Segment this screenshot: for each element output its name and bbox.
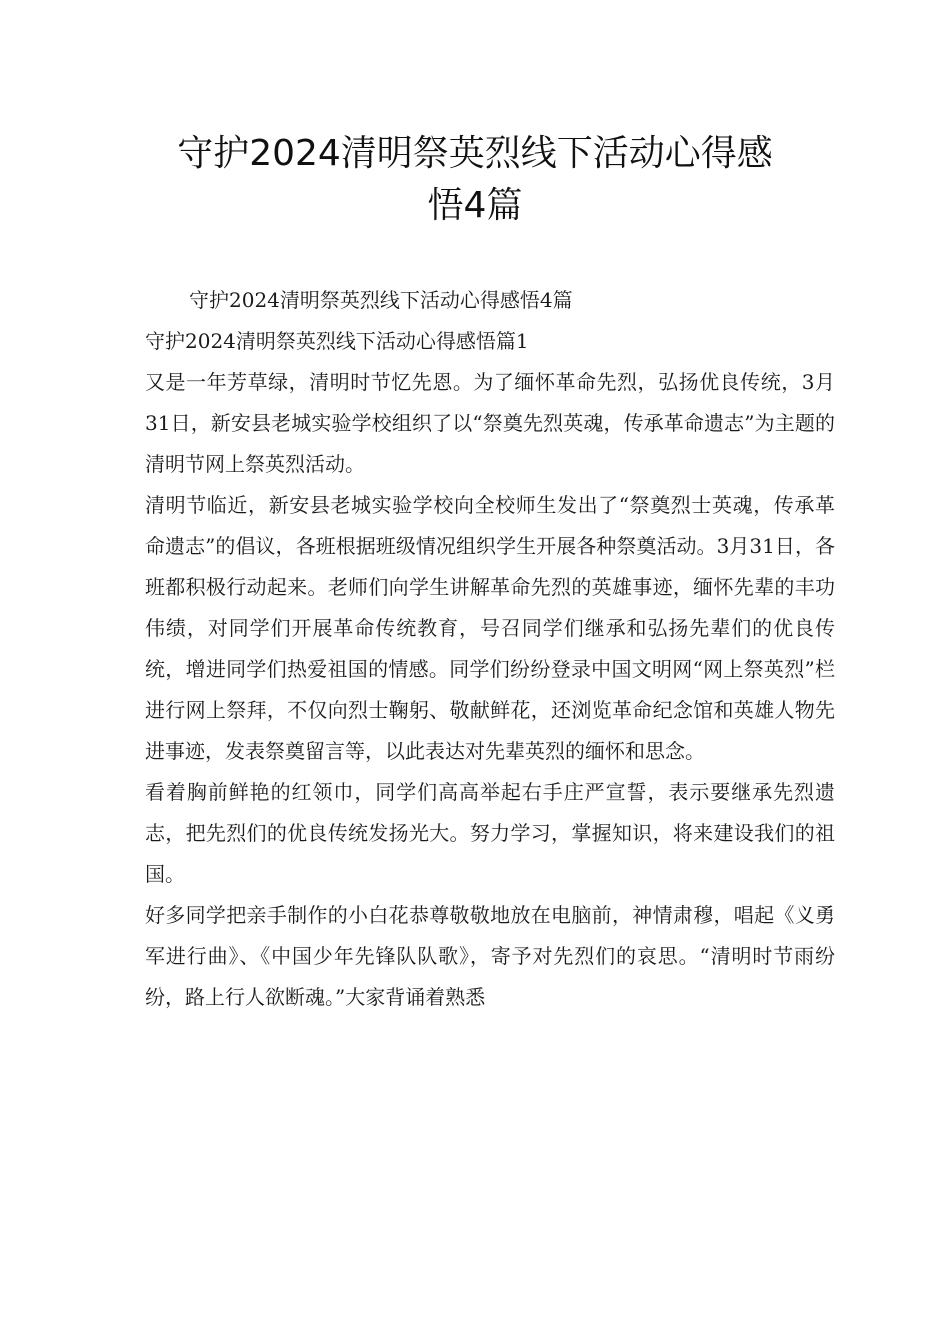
document-body — [145, 280, 835, 1018]
document-title — [120, 128, 830, 232]
document-subtitle: 守护2024清明祭英烈线下活动心得感悟4篇 — [189, 288, 573, 312]
document-title-line-1: 守护2024清明祭英烈线下活动心得感 — [177, 133, 773, 174]
paragraph-1: 又是一年芳草绿，清明时节忆先恩。为了缅怀革命先烈，弘扬优良传统，3月31日，新安县老城实验学校组织了以“祭奠先烈英魂，传承革命遗志”为主题的清明节网上祭英烈活动。 — [145, 370, 835, 476]
paragraph-2: 清明节临近，新安县老城实验学校向全校师生发出了“祭奠烈士英魂，传承革命遗志”的倡议，各班根据班级情况组织学生开展各种祭奠活动。3月31日，各班都积极行动起来。老师们向学生讲解革命先烈的英雄事迹，缅怀先辈的丰功伟绩，对同学们开展革命传统教育，号召同学们继承和弘扬先辈们的优良传统，增进同学们热爱祖国的情感。同学们纷纷登录中国文明网“网上祭英烈”栏进行网上祭拜，不仅向烈士鞠躬、敬献鲜花，还浏览革命纪念馆和英雄人物先进事迹，发表祭奠留言等，以此表达对先辈英烈的缅怀和思念。 — [145, 493, 835, 763]
section-heading: 守护2024清明祭英烈线下活动心得感悟篇1 — [145, 329, 529, 353]
paragraph-4: 好多同学把亲手制作的小白花恭尊敬敬地放在电脑前，神情肃穆，唱起《义勇军进行曲》、《中国少年先锋队队歌》，寄予对先烈们的哀思。“清明时节雨纷纷，路上行人欲断魂。”大家背诵着熟悉 — [145, 903, 835, 1009]
document-title-line-2: 悟4篇 — [427, 185, 523, 226]
paragraph-3: 看着胸前鲜艳的红领巾，同学们高高举起右手庄严宣誓，表示要继承先烈遗志，把先烈们的优良传统发扬光大。努力学习，掌握知识，将来建设我们的祖国。 — [145, 780, 835, 886]
